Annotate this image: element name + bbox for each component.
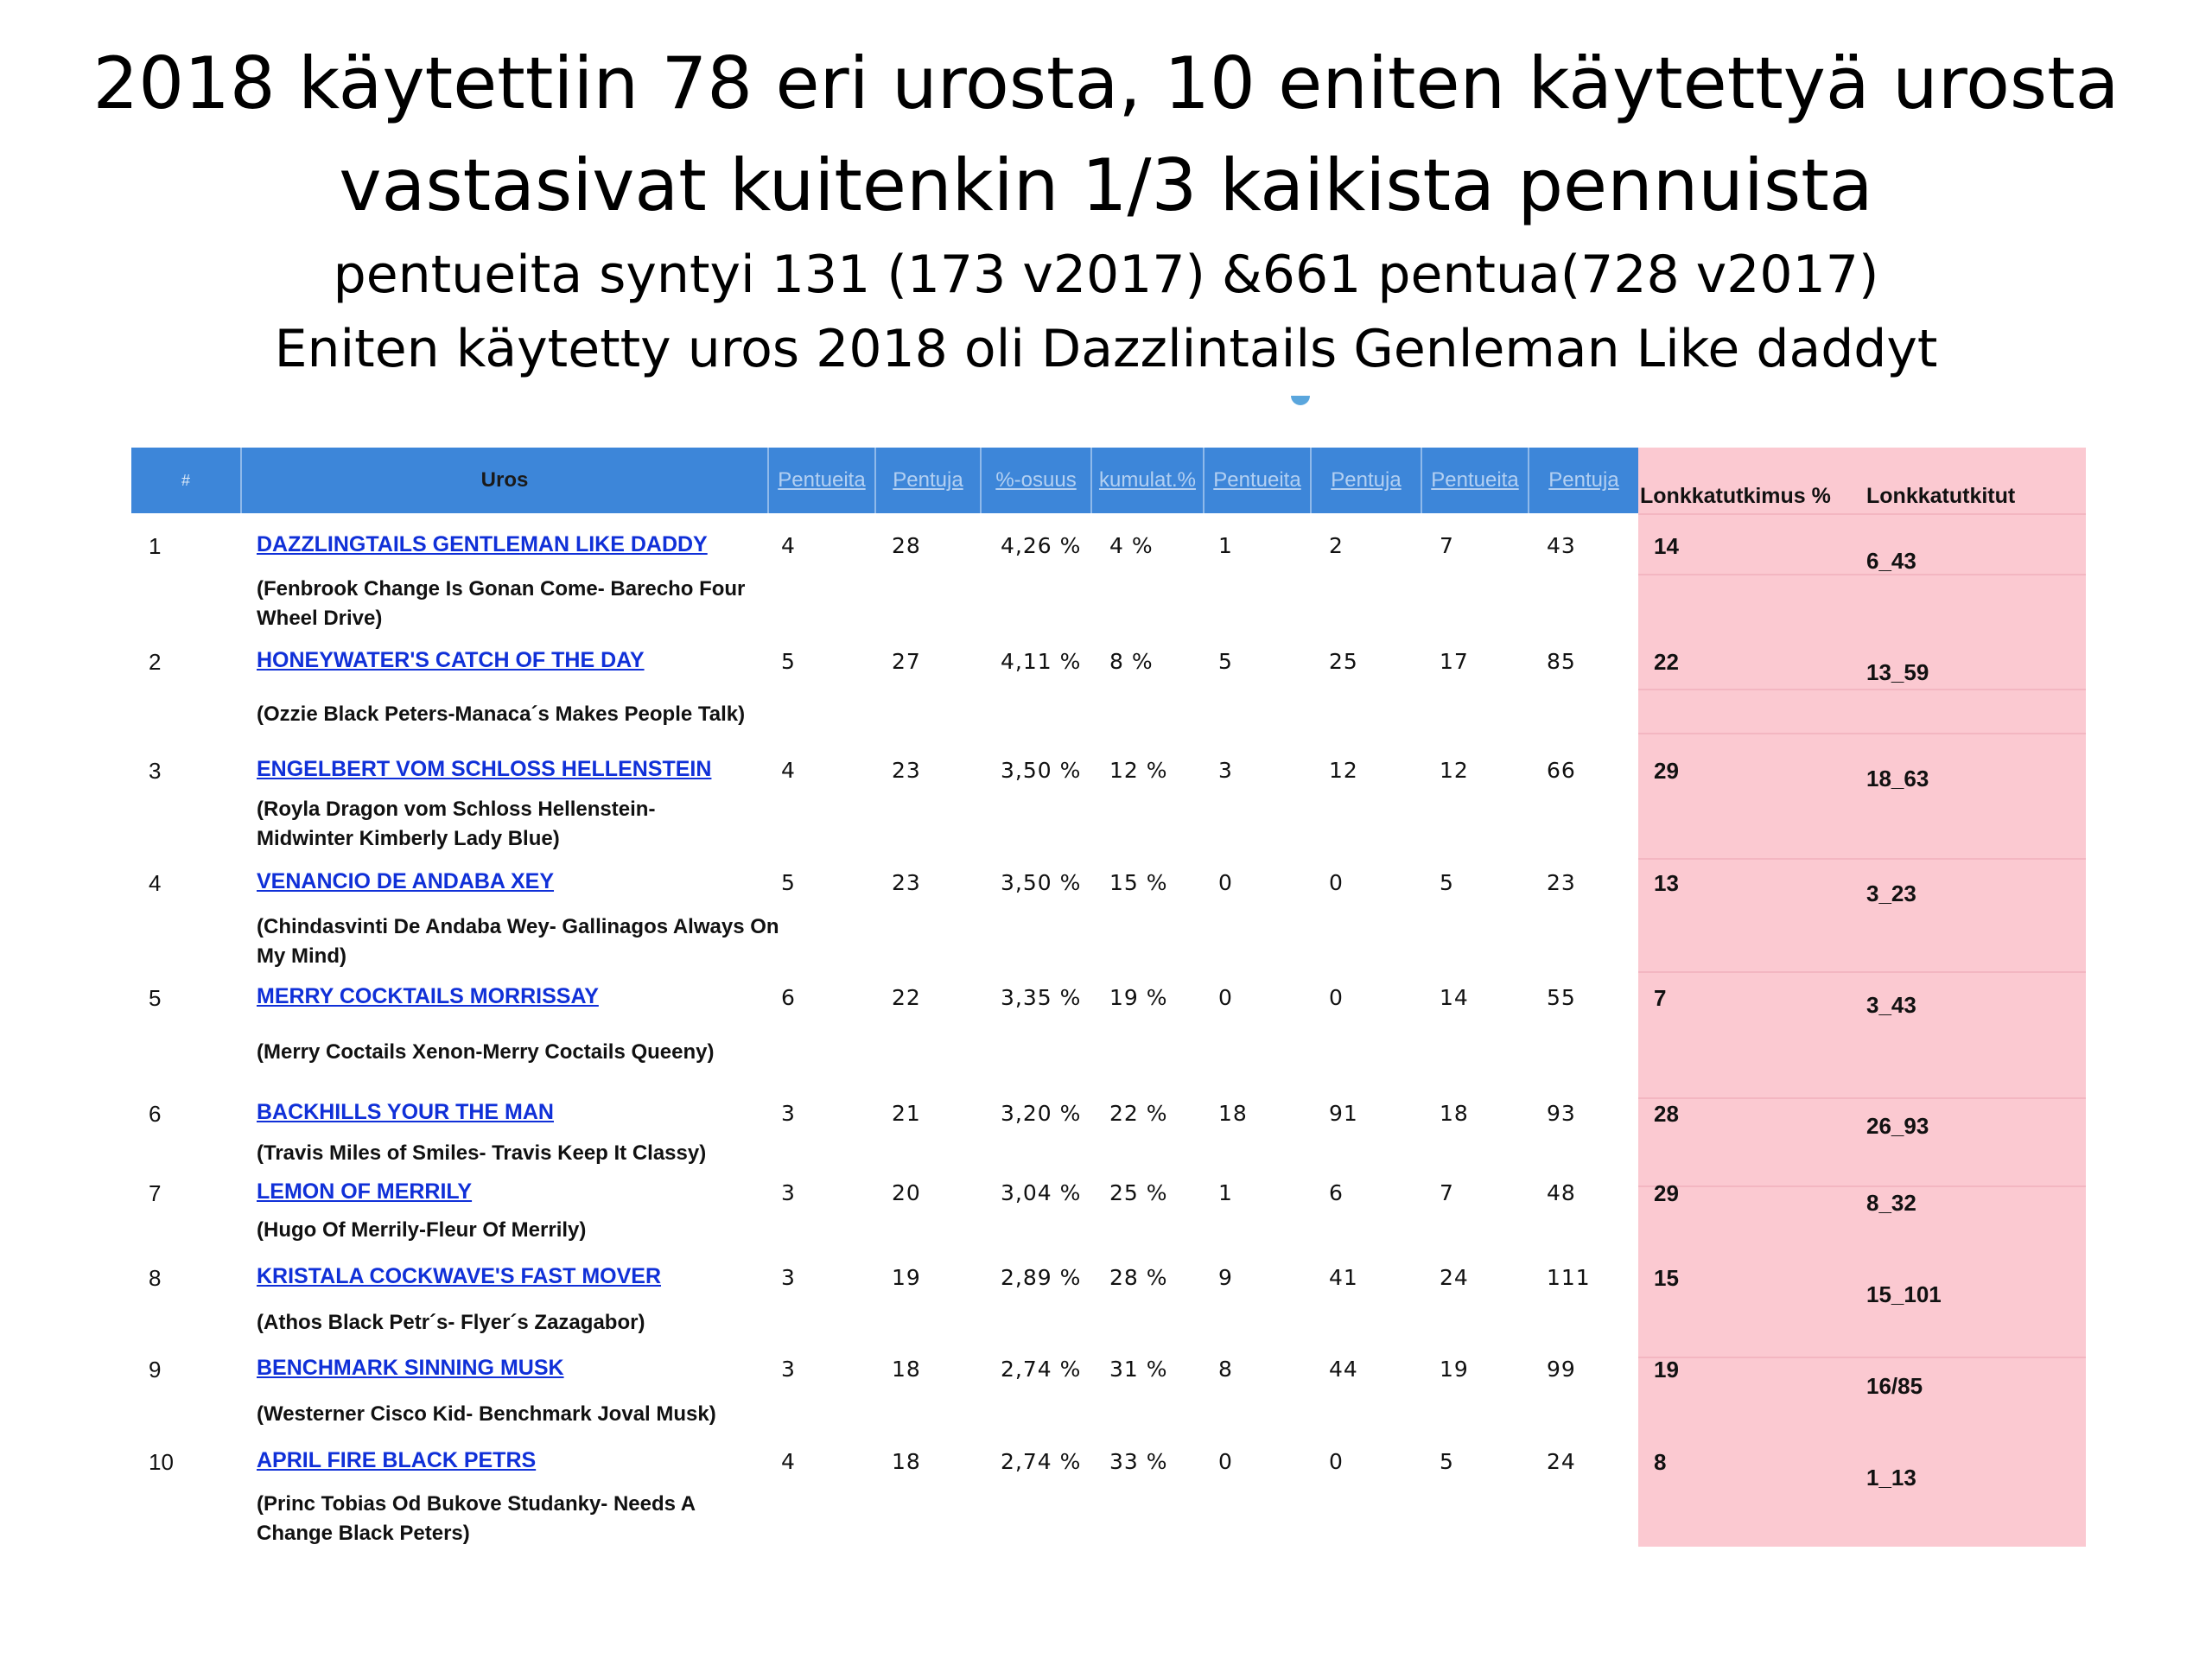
cell-pentueita-3: 7: [1440, 1180, 1454, 1205]
cell-pentueita-3: 24: [1440, 1265, 1469, 1290]
cell-pentuja-3: 111: [1547, 1265, 1591, 1290]
dog-name-link[interactable]: BENCHMARK SINNING MUSK: [257, 1356, 564, 1380]
cell-pentuja-1: 23: [892, 870, 921, 895]
dog-name-link[interactable]: HONEYWATER'S CATCH OF THE DAY: [257, 648, 645, 672]
cell-pentueita-1: 3: [781, 1265, 796, 1290]
cell-pentueita-2: 8: [1218, 1357, 1233, 1382]
cell-lonkka-pct: 22: [1654, 649, 1679, 675]
row-rank: 6: [149, 1101, 162, 1127]
header-pentuja-3[interactable]: Pentuja: [1548, 468, 1619, 492]
header-pentueita-1[interactable]: Pentueita: [778, 468, 866, 492]
dog-parents: (Royla Dragon vom Schloss Hellenstein-Midwinter Kimberly Lady Blue): [257, 798, 656, 850]
cell-osuus: 3,50 %: [1001, 870, 1082, 895]
dog-name-link[interactable]: MERRY COCKTAILS MORRISSAY: [257, 984, 599, 1008]
cell-pentueita-1: 4: [781, 758, 796, 783]
cell-pentuja-1: 20: [892, 1180, 921, 1205]
cell-lonkka-count: 13_59: [1866, 659, 1929, 685]
cell-kumulat: 19 %: [1109, 985, 1168, 1010]
row-rank: 7: [149, 1180, 162, 1206]
cell-lonkka-count: 18_63: [1866, 766, 1929, 791]
cell-lonkka-count: 8_32: [1866, 1190, 1916, 1216]
cell-pentuja-2: 6: [1329, 1180, 1344, 1205]
cell-lonkka-pct: 19: [1654, 1357, 1679, 1382]
cell-lonkka-pct: 28: [1654, 1101, 1679, 1127]
cell-pentueita-3: 5: [1440, 870, 1454, 895]
cell-pentueita-3: 12: [1440, 758, 1469, 783]
row-rank: 5: [149, 985, 162, 1011]
row-rank: 2: [149, 649, 162, 675]
cell-kumulat: 33 %: [1109, 1449, 1168, 1474]
pink-divider: [1638, 1185, 2086, 1187]
cell-pentueita-2: 1: [1218, 533, 1233, 558]
cell-lonkka-count: 3_43: [1866, 992, 1916, 1018]
header-uros: Uros: [480, 468, 529, 492]
pink-divider: [1638, 574, 2086, 575]
cell-kumulat: 8 %: [1109, 649, 1154, 674]
cell-kumulat: 22 %: [1109, 1101, 1168, 1126]
dog-name-link[interactable]: APRIL FIRE BLACK PETRS: [257, 1448, 537, 1472]
subtitle-line-2: Eniten käytetty uros 2018 oli Dazzlintails Genleman Like daddyt: [274, 319, 1938, 379]
cell-pentuja-1: 18: [892, 1449, 921, 1474]
dog-parents: (Westerner Cisco Kid- Benchmark Joval Musk): [257, 1402, 716, 1426]
cell-pentuja-2: 44: [1329, 1357, 1358, 1382]
cell-pentuja-3: 66: [1547, 758, 1576, 783]
cursor-marker-icon: [1291, 396, 1310, 405]
dog-parents: (Ozzie Black Peters-Manaca´s Makes People Talk): [257, 702, 746, 726]
dog-parents: (Merry Coctails Xenon-Merry Coctails Queeny): [257, 1040, 715, 1064]
cell-pentueita-3: 19: [1440, 1357, 1469, 1382]
cell-pentuja-3: 85: [1547, 649, 1576, 674]
dog-name-link[interactable]: VENANCIO DE ANDABA XEY: [257, 869, 555, 893]
cell-pentueita-1: 5: [781, 870, 796, 895]
dog-name-link[interactable]: KRISTALA COCKWAVE'S FAST MOVER: [257, 1264, 661, 1288]
dog-name-link[interactable]: DAZZLINGTAILS GENTLEMAN LIKE DADDY: [257, 532, 708, 556]
hip-study-column-bg: [1638, 448, 2086, 1547]
cell-pentueita-2: 9: [1218, 1265, 1233, 1290]
cell-pentuja-3: 55: [1547, 985, 1576, 1010]
cell-pentueita-1: 6: [781, 985, 796, 1010]
cell-osuus: 4,11 %: [1001, 649, 1082, 674]
cell-pentueita-2: 1: [1218, 1180, 1233, 1205]
header-osuus[interactable]: %-osuus: [995, 468, 1077, 492]
cell-pentueita-3: 18: [1440, 1101, 1469, 1126]
cell-pentueita-2: 0: [1218, 1449, 1233, 1474]
cell-pentueita-3: 7: [1440, 533, 1454, 558]
cell-pentueita-2: 0: [1218, 870, 1233, 895]
pink-divider: [1638, 1097, 2086, 1099]
cell-pentuja-1: 22: [892, 985, 921, 1010]
pink-divider: [1638, 858, 2086, 860]
cell-osuus: 3,35 %: [1001, 985, 1082, 1010]
row-rank: 1: [149, 533, 162, 559]
cell-lonkka-pct: 29: [1654, 1180, 1679, 1206]
cell-kumulat: 25 %: [1109, 1180, 1168, 1205]
cell-pentuja-2: 91: [1329, 1101, 1358, 1126]
dog-parents: (Chindasvinti De Andaba Wey- Gallinagos Always On My Mind): [257, 915, 779, 968]
cell-pentueita-1: 3: [781, 1180, 796, 1205]
cell-osuus: 4,26 %: [1001, 533, 1082, 558]
cell-osuus: 2,74 %: [1001, 1357, 1082, 1382]
cell-pentuja-3: 43: [1547, 533, 1576, 558]
cell-pentuja-2: 0: [1329, 985, 1344, 1010]
cell-osuus: 3,20 %: [1001, 1101, 1082, 1126]
cell-osuus: 3,04 %: [1001, 1180, 1082, 1205]
pink-divider: [1638, 513, 2086, 515]
dog-parents: (Fenbrook Change Is Gonan Come- Barecho Four Wheel Drive): [257, 577, 746, 630]
header-kumulat[interactable]: kumulat.%: [1098, 468, 1197, 492]
row-rank: 3: [149, 758, 162, 784]
cell-lonkka-count: 6_43: [1866, 548, 1916, 574]
dog-name-link[interactable]: LEMON OF MERRILY: [257, 1179, 473, 1204]
cell-kumulat: 28 %: [1109, 1265, 1168, 1290]
pink-divider: [1638, 689, 2086, 690]
header-pentueita-3[interactable]: Pentueita: [1431, 468, 1519, 492]
cell-pentueita-1: 3: [781, 1357, 796, 1382]
cell-lonkka-pct: 13: [1654, 870, 1679, 896]
cell-pentueita-1: 3: [781, 1101, 796, 1126]
cell-pentuja-2: 0: [1329, 870, 1344, 895]
cell-pentuja-1: 21: [892, 1101, 921, 1126]
cell-pentuja-3: 48: [1547, 1180, 1576, 1205]
dog-parents: (Athos Black Petr´s- Flyer´s Zazagabor): [257, 1311, 645, 1334]
cell-pentuja-2: 25: [1329, 649, 1358, 674]
cell-lonkka-count: 3_23: [1866, 880, 1916, 906]
cell-pentuja-3: 23: [1547, 870, 1576, 895]
cell-pentueita-2: 5: [1218, 649, 1233, 674]
header-pentuja-2[interactable]: Pentuja: [1331, 468, 1402, 492]
cell-osuus: 2,89 %: [1001, 1265, 1082, 1290]
subtitle-line-1: pentueita syntyi 131 (173 v2017) &661 pentua(728 v2017): [333, 245, 1879, 305]
row-rank: 4: [149, 870, 162, 896]
cell-pentuja-1: 27: [892, 649, 921, 674]
cell-pentueita-3: 17: [1440, 649, 1469, 674]
cell-pentueita-3: 5: [1440, 1449, 1454, 1474]
cell-pentuja-1: 23: [892, 758, 921, 783]
cell-pentueita-1: 5: [781, 649, 796, 674]
cell-lonkka-pct: 29: [1654, 758, 1679, 784]
title-line-2: vastasivat kuitenkin 1/3 kaikista pennuista: [339, 143, 1873, 227]
cell-pentuja-3: 93: [1547, 1101, 1576, 1126]
cell-lonkka-pct: 8: [1654, 1449, 1667, 1475]
header-lonkkatutkitut: Lonkkatutkitut: [1866, 484, 2016, 508]
cell-pentuja-2: 2: [1329, 533, 1344, 558]
dog-name-link[interactable]: BACKHILLS YOUR THE MAN: [257, 1100, 554, 1124]
header-index: #: [181, 472, 190, 489]
cell-lonkka-count: 16/85: [1866, 1373, 1923, 1399]
cell-lonkka-pct: 14: [1654, 533, 1679, 559]
cell-kumulat: 12 %: [1109, 758, 1168, 783]
cell-lonkka-count: 15_101: [1866, 1281, 1942, 1307]
cell-pentuja-3: 24: [1547, 1449, 1576, 1474]
header-pentueita-2[interactable]: Pentueita: [1213, 468, 1301, 492]
header-pentuja-1[interactable]: Pentuja: [893, 468, 963, 492]
pink-divider: [1638, 971, 2086, 973]
cell-pentuja-2: 12: [1329, 758, 1358, 783]
cell-lonkka-pct: 7: [1654, 985, 1667, 1011]
cell-pentuja-1: 28: [892, 533, 921, 558]
dog-name-link[interactable]: ENGELBERT VOM SCHLOSS HELLENSTEIN: [257, 757, 712, 781]
header-lonkkatutkimus: Lonkkatutkimus %: [1640, 484, 1831, 508]
cell-pentuja-1: 19: [892, 1265, 921, 1290]
row-rank: 9: [149, 1357, 162, 1382]
cell-pentuja-2: 0: [1329, 1449, 1344, 1474]
title-line-1: 2018 käytettiin 78 eri urosta, 10 eniten käytettyä urosta: [92, 41, 2120, 125]
pink-divider: [1638, 733, 2086, 734]
cell-lonkka-count: 1_13: [1866, 1465, 1916, 1491]
cell-pentueita-2: 0: [1218, 985, 1233, 1010]
cell-pentueita-1: 4: [781, 1449, 796, 1474]
cell-kumulat: 31 %: [1109, 1357, 1168, 1382]
cell-kumulat: 15 %: [1109, 870, 1168, 895]
cell-pentuja-1: 18: [892, 1357, 921, 1382]
cell-pentueita-1: 4: [781, 533, 796, 558]
cell-kumulat: 4 %: [1109, 533, 1154, 558]
dog-parents: (Princ Tobias Od Bukove Studanky- Needs A Change Black Peters): [257, 1492, 696, 1545]
cell-pentueita-3: 14: [1440, 985, 1469, 1010]
dog-parents: (Travis Miles of Smiles- Travis Keep It Classy): [257, 1141, 707, 1165]
cell-pentueita-2: 3: [1218, 758, 1233, 783]
cell-pentuja-2: 41: [1329, 1265, 1358, 1290]
cell-osuus: 3,50 %: [1001, 758, 1082, 783]
cell-pentuja-3: 99: [1547, 1357, 1576, 1382]
row-rank: 10: [149, 1449, 174, 1475]
cell-lonkka-pct: 15: [1654, 1265, 1679, 1291]
cell-osuus: 2,74 %: [1001, 1449, 1082, 1474]
cell-pentueita-2: 18: [1218, 1101, 1248, 1126]
pink-divider: [1638, 1357, 2086, 1358]
dog-parents: (Hugo Of Merrily-Fleur Of Merrily): [257, 1218, 587, 1242]
row-rank: 8: [149, 1265, 162, 1291]
cell-lonkka-count: 26_93: [1866, 1113, 1929, 1139]
